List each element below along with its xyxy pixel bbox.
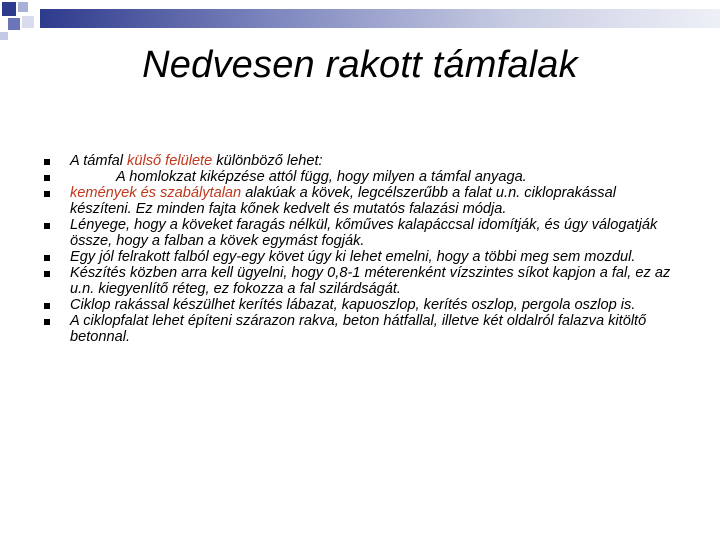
bullet-text [70,153,680,169]
list-item [40,185,680,217]
bullet-text-part: Ciklop rakással készülhet kerítés lábazat, kapuoszlop, kerítés oszlop, pergola oszlop is. [70,297,636,313]
header-gradient-band [40,9,720,28]
square-bullet-icon [44,223,50,229]
bullet-text-part: A támfal [70,153,128,169]
bullet-text [70,265,680,297]
decoration-square [18,2,28,12]
list-item [40,217,680,249]
bullet-text [70,313,680,345]
square-bullet-icon [44,303,50,309]
bullet-text-part: A ciklopfalat lehet építeni szárazon rakva, beton hátfallal, illetve két oldalról falazva kitöltő betonnal. [70,313,647,345]
bullet-text-part: Készítés közben arra kell ügyelni, hogy 0,8-1 méterenként vízszintes síkot kapjon a fal, ez az u.n. kiegyenlítő réteg, ez fokozza a fal szilárdságát. [70,265,671,297]
list-item [40,313,680,345]
bullet-text-part: Lényege, hogy a köveket faragás nélkül, kőműves kalapáccsal idomítják, és úgy válogatják össze, hogy a falban a kövek egymást fogják. [70,217,658,249]
header-decoration [0,0,720,45]
decoration-square [2,2,16,16]
square-bullet-icon [44,191,50,197]
square-bullet-icon [44,159,50,165]
list-item [40,153,680,169]
list-item [40,169,680,185]
decoration-square [22,16,34,28]
bullet-text [70,185,680,217]
square-bullet-icon [44,319,50,325]
bullet-text [70,169,680,185]
bullet-text-part: Egy jól felrakott falból egy-egy követ úgy ki lehet emelni, hogy a többi meg sem mozdul. [70,249,636,265]
decoration-square [8,18,20,30]
square-bullet-icon [44,255,50,261]
square-bullet-icon [44,175,50,181]
bullet-text [70,217,680,249]
decoration-square [0,32,8,40]
bullet-text-part: A homlokzat kiképzése attól függ, hogy milyen a támfal anyaga. [116,169,527,185]
square-bullet-icon [44,271,50,277]
bullet-text-part: különböző lehet: [212,153,323,169]
bullet-text [70,297,680,313]
bullet-text [70,249,680,265]
bullet-list [40,153,680,345]
slide-title: Nedvesen rakott támfalak [142,44,578,86]
bullet-text-part: alakúak a kövek, legcélszerűbb a falat u.n. cikloprakással készíteni. Ez minden fajta kőnek kedvelt és mutatós falazási módja. [70,185,616,217]
list-item [40,265,680,297]
list-item [40,249,680,265]
highlighted-term: kemények és szabálytalan [70,185,242,201]
list-item [40,297,680,313]
highlighted-term: külső felülete [127,153,213,169]
